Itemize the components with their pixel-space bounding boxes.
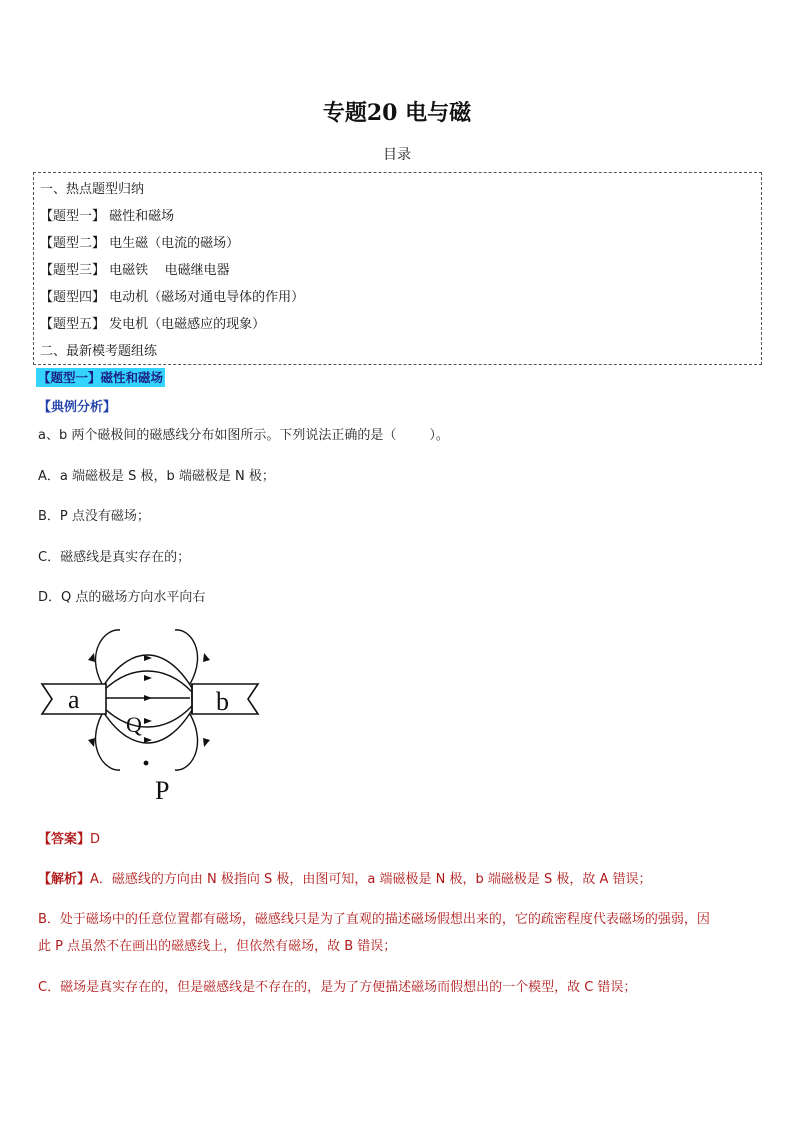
answer-line — [38, 828, 100, 847]
toc-item[interactable]: 【题型三】 电磁铁 电磁继电器 — [40, 263, 230, 278]
toc-item[interactable]: 【题型五】 发电机（电磁感应的现象） — [40, 317, 266, 332]
question-text: a、b 两个磁极间的磁感线分布如图所示。下列说法正确的是（ ）。 — [38, 428, 449, 443]
section-tag: 【题型一】磁性和磁场 — [38, 370, 164, 385]
answer-label: 【答案】 — [38, 832, 91, 847]
table-of-contents — [33, 172, 762, 365]
point-p-dot — [144, 761, 149, 766]
point-q-label: Q — [126, 712, 142, 737]
pole-a-label: a — [68, 685, 80, 714]
analysis-text: 此 P 点虽然不在画出的磁感线上，但依然有磁场，故 B 错误； — [38, 939, 397, 954]
point-p-label: P — [155, 776, 170, 805]
analysis-text: C．磁场是真实存在的，但是磁感线是不存在的，是为了方便描述磁场而假想出的一个模型，故 C 错误； — [38, 980, 637, 995]
toc-item[interactable]: 【题型二】 电生磁（电流的磁场） — [40, 236, 240, 251]
pole-b-label: b — [216, 687, 229, 716]
magnetic-field-figure — [40, 622, 270, 807]
option-a: A．a 端磁极是 S 极，b 端磁极是 N 极； — [38, 469, 275, 484]
option-b: B．P 点没有磁场； — [38, 509, 150, 524]
toc-item[interactable]: 二、最新模考题组练 — [40, 344, 158, 359]
toc-heading: 目录 — [383, 147, 411, 163]
toc-item[interactable]: 【题型一】 磁性和磁场 — [40, 209, 175, 224]
analysis-text: A．磁感线的方向由 N 极指向 S 极，由图可知，a 端磁极是 N 极，b 端磁极是 S 极，故 A 错误； — [90, 872, 652, 887]
option-d: D．Q 点的磁场方向水平向右 — [38, 590, 206, 605]
analysis-label: 【解析】 — [38, 872, 91, 887]
answer-value: D — [90, 832, 101, 847]
page-title: 专题20 电与磁 — [322, 100, 472, 126]
toc-item[interactable]: 【题型四】 电动机（磁场对通电导体的作用） — [40, 290, 305, 305]
option-c: C．磁感线是真实存在的； — [38, 550, 191, 565]
analysis-text: B．处于磁场中的任意位置都有磁场，磁感线只是为了直观的描述磁场假想出来的，它的疏密程度代表磁场的强弱，因 — [38, 912, 710, 927]
analysis-line — [38, 868, 652, 887]
example-label: 【典例分析】 — [38, 400, 117, 415]
toc-item[interactable]: 一、热点题型归纳 — [40, 182, 145, 197]
